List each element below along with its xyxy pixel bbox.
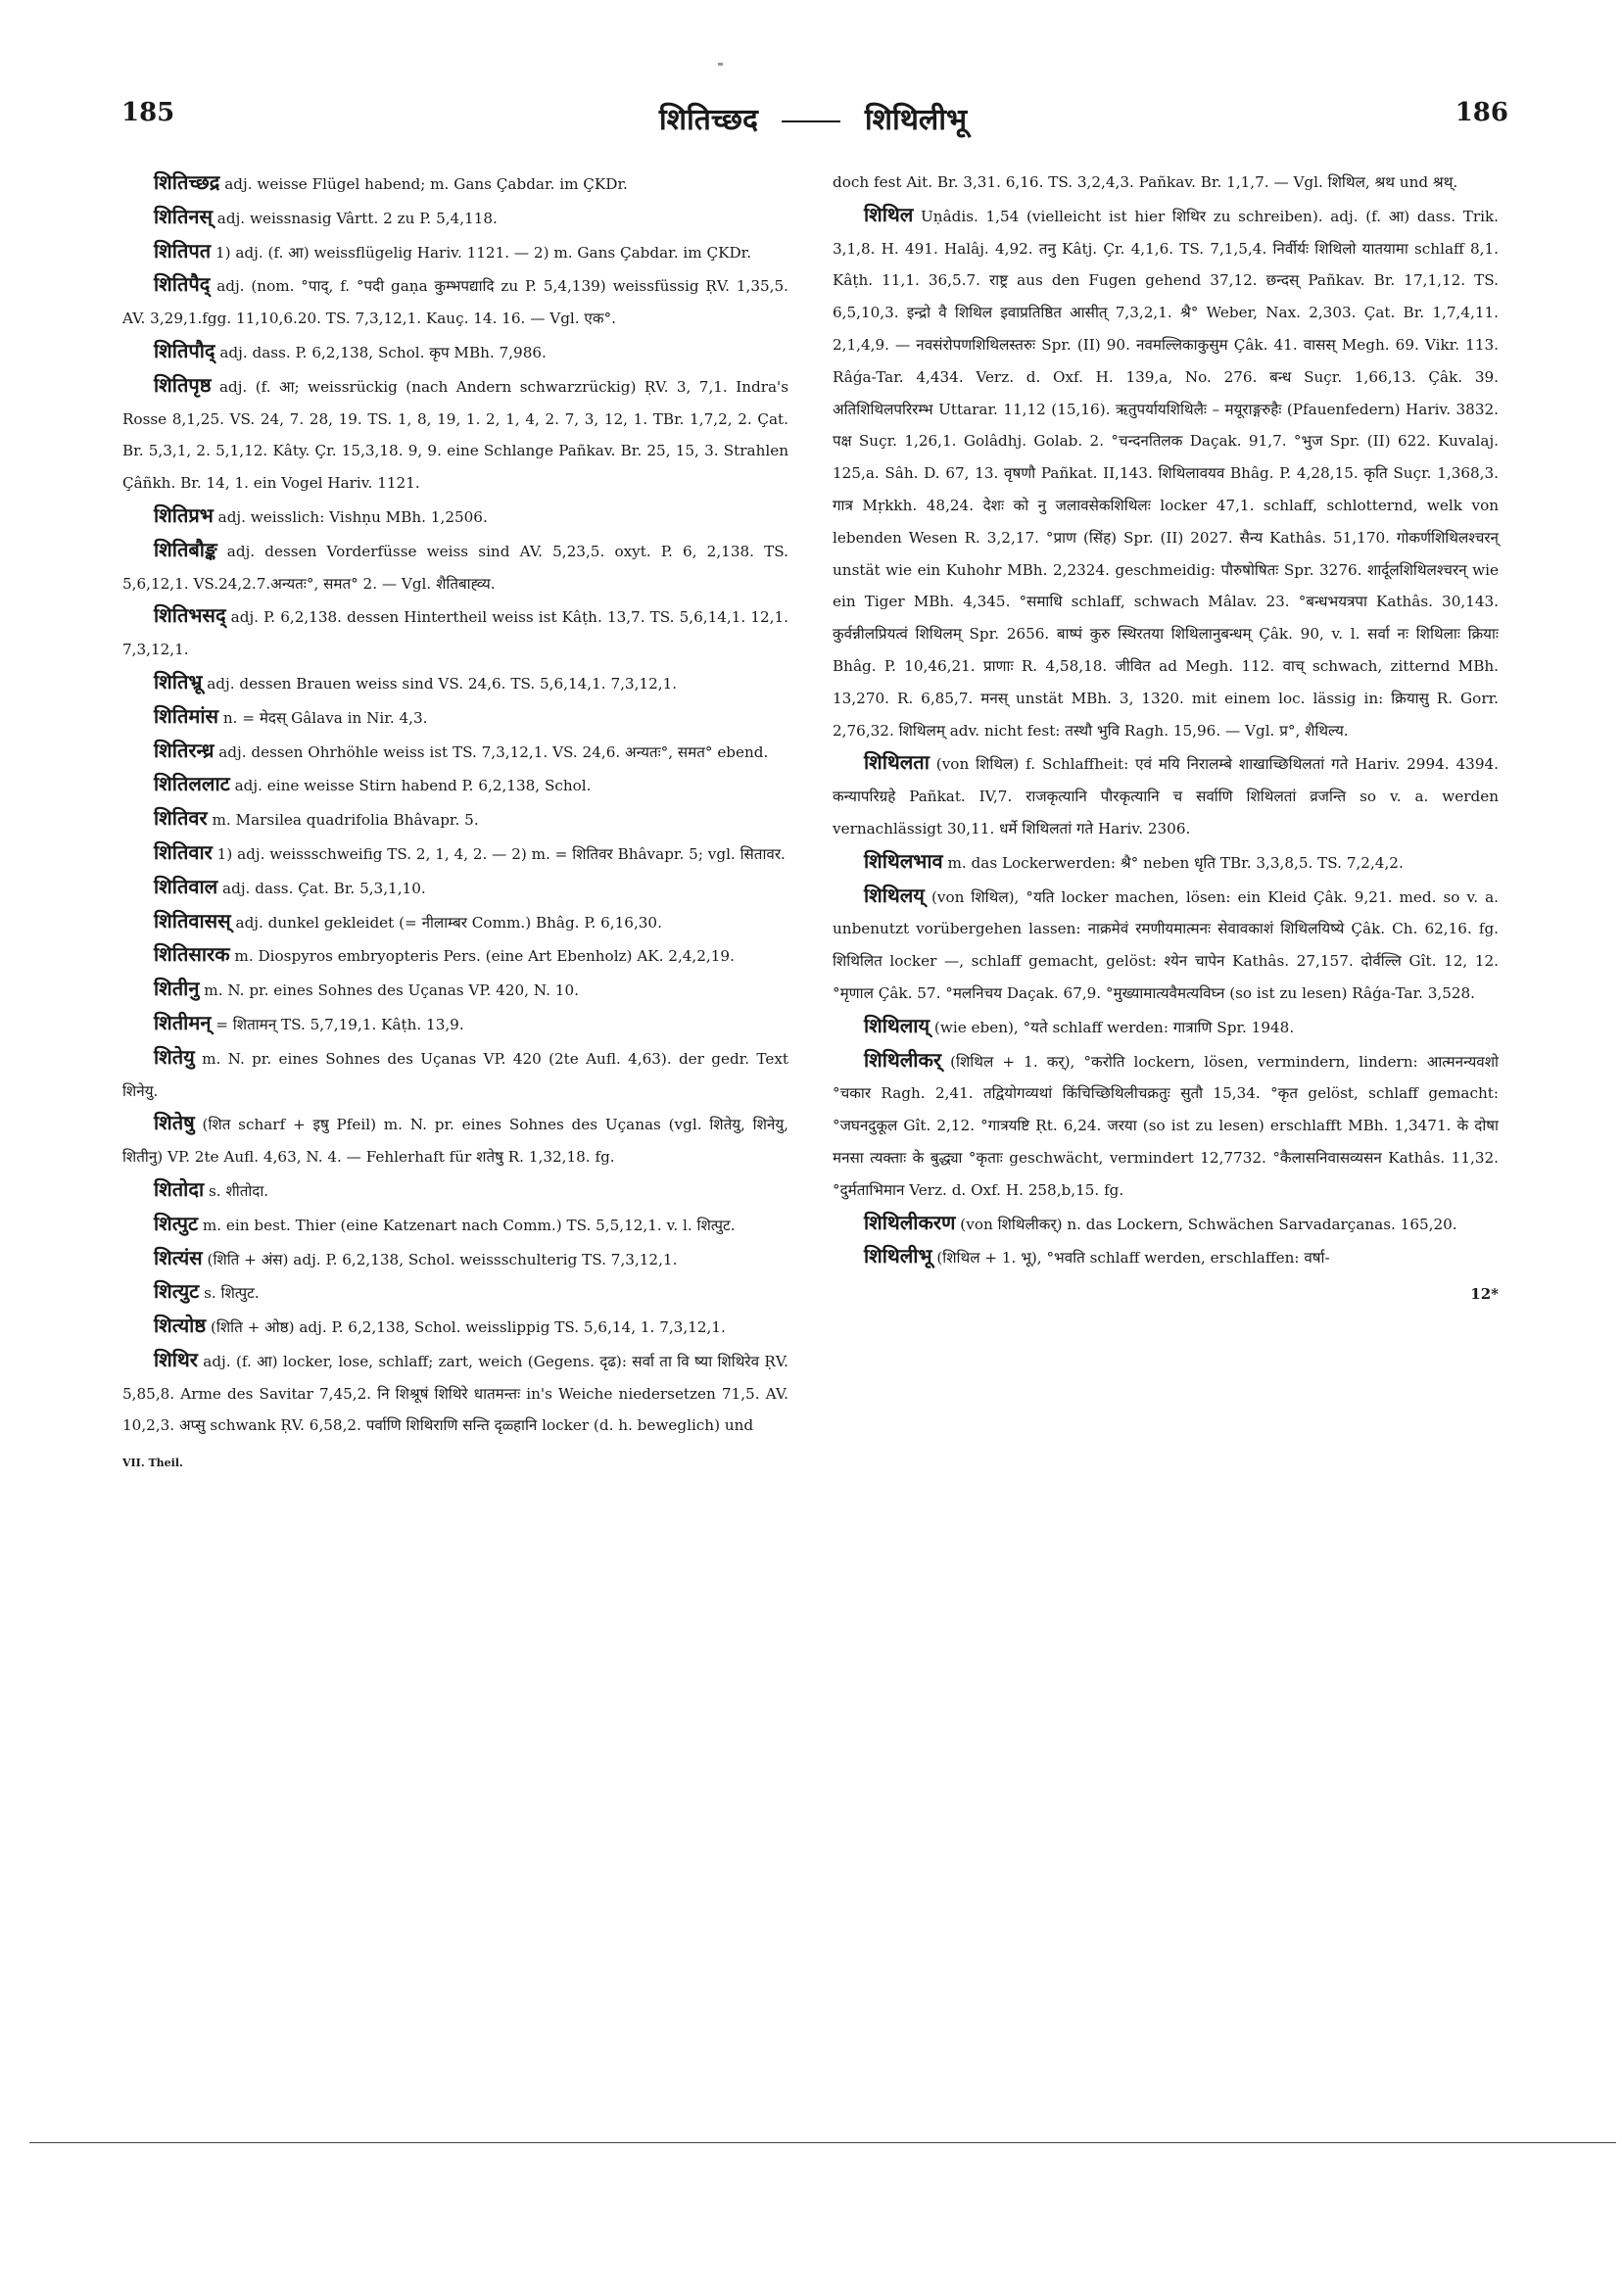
running-head-dash xyxy=(782,120,840,122)
dictionary-entry xyxy=(122,1208,788,1242)
entry-text: adj. weissnasig Vârtt. 2 zu P. 5,4,118. xyxy=(212,209,498,227)
entry-text: (von शिथिल), °यति locker machen, lösen: ein Kleid Çâk. 9,21. med. so v. a. unbenutzt vorübergehen lassen: नाक्रमेवं रमणीयमात्मनः सेवावकाशं शिथिलयिष्ये Çâk. Ch. 62,16. fg. शिथिलित locker —, schlaff gemacht, gelöst: श्येन चापेन Kathâs. 27,157. दोर्वल्लि Gît. 12, 12. °मृणाल Çâk. 57. °मलनिचय Daçak. 67,9. °मुख्यामात्यवैमत्यविघ्न (so ist zu lesen) Râǵa-Tar. 3,528. xyxy=(833,887,1499,1002)
print-speck xyxy=(718,63,723,66)
entry-text: m. N. pr. eines Sohnes des Uçanas VP. 420, N. 10. xyxy=(199,981,579,1000)
dictionary-entry xyxy=(122,1242,788,1276)
entry-headword: शिथिलभाव xyxy=(864,848,943,873)
dictionary-entry xyxy=(122,735,788,769)
dictionary-entry xyxy=(833,746,1499,844)
dictionary-entry xyxy=(122,201,788,235)
entry-headword: शिथिलय् xyxy=(864,883,925,907)
entry-headword: शिथिलता xyxy=(864,750,930,775)
entry-text: adj. dessen Brauen weiss sind VS. 24,6. TS. 5,6,14,1. 7,3,12,1. xyxy=(202,674,678,693)
dictionary-entry xyxy=(122,599,788,666)
entry-headword: शितिसारक xyxy=(154,942,230,967)
entry-text: adj. weisslich: Vishṇu MBh. 1,2506. xyxy=(213,507,488,526)
dictionary-entry xyxy=(122,1275,788,1310)
entry-headword: शितिवाल xyxy=(154,874,218,898)
dictionary-entry xyxy=(122,802,788,837)
entry-headword: शितिभ्रू xyxy=(154,669,203,694)
dictionary-entry xyxy=(833,880,1499,1010)
entry-headword: शितिभसद् xyxy=(154,603,226,628)
entry-headword: शितिवर xyxy=(154,806,208,831)
dictionary-entry xyxy=(122,235,788,269)
entry-text: (शिति + अंस) adj. P. 6,2,138, Schol. weissschulterig TS. 7,3,12,1. xyxy=(202,1250,678,1268)
dictionary-entry xyxy=(122,871,788,905)
entry-headword: शितिपत xyxy=(154,238,212,263)
dictionary-entry xyxy=(122,335,788,369)
entry-text: adj. weisse Flügel habend; m. Gans Çabdar. im ÇKDr. xyxy=(219,175,628,193)
dictionary-entry xyxy=(833,167,1499,199)
dictionary-entry xyxy=(833,199,1499,747)
entry-headword: शितिरन्ध्र xyxy=(154,738,215,762)
entry-headword: शिथिलीकरण xyxy=(864,1210,956,1234)
entry-text: (von शिथिलीकर्) n. das Lockern, Schwächen Sarvadarçanas. 165,20. xyxy=(955,1215,1457,1233)
dictionary-entry xyxy=(122,1344,788,1442)
entry-text: (शित scharf + इषु Pfeil) m. N. pr. eines Sohnes des Uçanas (vgl. शितेयु, शिनेयु, शितीनु) VP. 2te Aufl. 4,63, N. 4. — Fehlerhaft für शतेषु R. 1,32,18. fg. xyxy=(122,1116,788,1167)
entry-headword: शिथिलीभू xyxy=(864,1244,932,1268)
dictionary-entry xyxy=(122,1007,788,1041)
entry-headword: शितीमन् xyxy=(154,1010,212,1034)
dictionary-entry xyxy=(122,700,788,735)
dictionary-entry xyxy=(122,1310,788,1344)
dictionary-entry xyxy=(833,1240,1499,1274)
bottom-rule xyxy=(29,2142,1616,2143)
entry-text: adj. P. 6,2,138. dessen Hintertheil weiss ist Kâṭh. 13,7. TS. 5,6,14,1. 12,1. 7,3,12,1. xyxy=(122,608,788,659)
dictionary-entry xyxy=(122,666,788,700)
entry-headword: शितोदा xyxy=(154,1176,205,1201)
entry-text: n. = मेदस् Gâlava in Nir. 4,3. xyxy=(218,708,428,727)
dictionary-entry xyxy=(122,1173,788,1208)
dictionary-entry xyxy=(122,167,788,201)
dictionary-entry xyxy=(122,973,788,1007)
entry-headword: शितीनु xyxy=(154,977,200,1001)
entry-headword: शितिच्छद्र xyxy=(154,170,220,194)
entry-headword: शित्युट xyxy=(154,1279,200,1304)
entry-text: (von शिथिल) f. Schlaffheit: एवं मयि निरालम्बे शाखाच्छिथिलतां गते Hariv. 2994. 4394. कन्यापरिग्रहे Pañkat. IV,7. राजकृत्यानि पौरकृत्यानि च सर्वाणि शिथिलतां व्रजन्ति so v. a. werden vernachlässigt 30,11. धर्मे शिथिलतां गते Hariv. 2306. xyxy=(833,755,1499,837)
left-column xyxy=(122,167,788,1480)
dictionary-entry xyxy=(122,938,788,973)
dictionary-entry xyxy=(833,1044,1499,1207)
entry-headword: शितिप्रभ xyxy=(154,502,214,527)
entry-text: m. das Lockerwerden: श्रै° neben धृति TBr. 3,3,8,5. TS. 7,2,4,2. xyxy=(942,853,1404,872)
entry-text: adj. dessen Ohrhöhle weiss ist TS. 7,3,12,1. VS. 24,6. अन्यतः°, समत° ebend. xyxy=(214,742,769,761)
entry-text: adj. (f. आ; weissrückig (nach Andern schwarzrückig) ṚV. 3, 7,1. Indra's Rosse 8,1,25. VS. 24, 7. 28, 19. TS. 1, 8, 19, 1. 2, 1, 4, 2. 7, 3, 12, 1. TBr. 1,7,2, 2. Çat. Br. 5,3,1, 2. 5,1,12. Kâty. Çr. 15,3,18. 9, 9. eine Schlange Pañkav. Br. 25, 15, 3. Strahlen Çâñkh. Br. 14, 1. ein Vogel Hariv. 1121. xyxy=(122,377,788,493)
right-column xyxy=(833,167,1499,1311)
dictionary-entry xyxy=(122,768,788,802)
entry-headword: शित्पुट xyxy=(154,1211,199,1235)
entry-headword: शित्यंस xyxy=(154,1245,203,1269)
entry-text: (wie eben), °यते schlaff werden: गात्राणि Spr. 1948. xyxy=(930,1018,1295,1036)
dictionary-entry xyxy=(122,905,788,939)
entry-text: s. शीतोदा. xyxy=(204,1181,269,1200)
entry-headword: शितिवार xyxy=(154,839,213,864)
entry-text: = शितामन् TS. 5,7,19,1. Kâṭh. 13,9. xyxy=(211,1015,464,1033)
entry-headword: शिथिर xyxy=(154,1347,198,1371)
entry-text: 1) adj. (f. आ) weissflügelig Hariv. 1121. — 2) m. Gans Çabdar. im ÇKDr. xyxy=(211,243,752,262)
dictionary-entry xyxy=(833,1010,1499,1044)
dictionary-entry xyxy=(122,534,788,600)
entry-headword: शितेयु xyxy=(154,1044,195,1069)
entry-headword: शिथिलाय् xyxy=(864,1013,930,1037)
entry-headword: शितेषु xyxy=(154,1111,195,1135)
signature-mark: 12* xyxy=(1470,1285,1499,1304)
entry-headword: शितिनस् xyxy=(154,204,213,228)
dictionary-entry xyxy=(122,1041,788,1108)
page-number-left: 185 xyxy=(121,98,175,127)
entry-text: s. शित्पुट. xyxy=(199,1284,260,1303)
entry-headword: शितिपृष्ठ xyxy=(154,372,212,397)
entry-text: m. ein best. Thier (eine Katzenart nach Comm.) TS. 5,5,12,1. v. l. शित्पुट. xyxy=(198,1216,736,1234)
entry-text: (शिथिल + 1. भू), °भवति schlaff werden, erschlaffen: वर्षा- xyxy=(931,1249,1330,1268)
running-head-left: शितिच्छद xyxy=(658,103,758,137)
entry-headword: शिथिल xyxy=(864,202,914,226)
entry-headword: शितिपैद् xyxy=(154,272,211,297)
entry-text: Uṇâdis. 1,54 (vielleicht ist hier शिथिर zu schreiben). adj. (f. आ) dass. Trik. 3,1,8. H. 491. Halâj. 4,92. तनु Kâtj. Çr. 4,1,6. TS. 7,1,5,4. निर्वीर्यः शिथिलो यातयामा schlaff 8,1. Kâṭh. 11,1. 36,5.7. राष्ट्र aus den Fugen gehend 37,12. छन्दस् Pañkav. Br. 17,1,12. TS. 6,5,10,3. इन्द्रो वै शिथिल इवाप्रतिष्ठित आसीत् 7,3,2,1. श्रै° Weber, Nax. 2,303. Çat. Br. 1,7,4,11. 2,1,4,9. — नवसंरोपणशिथिलस्तरुः Spr. (II) 90. नवमल्लिकाकुसुम Çâk. 41. वासस् Megh. 69. Vikr. 113. Râǵa-Tar. 4,434. Verz. d. Oxf. H. 139,a, No. 276. बन्ध Suçr. 1,66,13. Çâk. 39. अतिशिथिलपरिरम्भ Uttarar. 11,12 (15,16). ऋतुपर्यायशिथिलैः – मयूराङ्गरुहैः (Pfauenfedern) Hariv. 3832. पक्ष Suçr. 1,26,1. Golâdhj. Golab. 2. °चन्दनतिलक Daçak. 91,7. °भुज Spr. (II) 622. Kuvalaj. 125,a. Sâh. D. 67, 13. वृषणौ Pañkat. II,143. शिथिलावयव Bhâg. P. 4,28,15. कृति Suçr. 1,368,3. गात्र Mṛkkh. 48,24. देशः को नु जलावसेकशिथिलः locker 47,1. schlaff, schlotternd, welk von lebenden Wesen R. 3,2,17. °प्राण (सिंह) Spr. (II) 2027. सैन्य Kathâs. 51,170. गोकर्णशिथिलश्चरन् unstät wie ein Kuhohr MBh. 2,2324. geschmeidig: पौरुषोषितः Spr. 3276. शार्दूलशिथिलश्चरन् wie ein Tiger MBh. 4,345. °समाधि schlaff, schwach Mâlav. 23. °बन्धभयत्रपा Kathâs. 30,143. कुर्वन्नीलप्रियत्वं शिथिलम् Spr. 2656. बाष्पं कुरु स्थिरतया शिथिलानुबन्धम् Çâk. 90, v. l. सर्वा नः शिथिलाः क्रियाः Bhâg. P. 10,46,21. प्राणाः R. 4,58,18. जीवित ad Megh. 112. वाच् schwach, zitternd MBh. 13,270. R. 6,85,7. मनस् unstät MBh. 3, 1320. mit einem loc. lässig in: क्रियासु R. Gorr. 2,76,32. शिथिलम् adv. nicht fest: तस्थौ भुवि Ragh. 15,96. — Vgl. प्र°, शैथिल्य. xyxy=(833,207,1499,740)
entry-headword: शितिबौङ्क xyxy=(154,537,217,561)
dictionary-entry xyxy=(122,369,788,500)
entry-text: (शिति + ओष्ठ) adj. P. 6,2,138, Schol. weisslippig TS. 5,6,14, 1. 7,3,12,1. xyxy=(206,1318,726,1337)
entry-text: m. N. pr. eines Sohnes des Uçanas VP. 420 (2te Aufl. 4,63). der gedr. Text शिनेयु. xyxy=(122,1049,788,1100)
running-head-right: शिथिलीभू xyxy=(864,103,968,137)
dictionary-entry xyxy=(122,1107,788,1173)
entry-headword: शितिमांस xyxy=(154,703,219,728)
entry-text: adj. (nom. °पाद्, f. °पदी gaṇa कुम्भपद्यादि zu P. 5,4,139) weissfüssig ṚV. 1,35,5. AV. 3,29,1.fgg. 11,10,6.20. TS. 7,3,12,1. Kauç. 14. 16. — Vgl. एक°. xyxy=(122,277,788,328)
entry-text: adj. dessen Vorderfüsse weiss sind AV. 5,23,5. oxyt. P. 6, 2,138. TS. 5,6,12,1. VS.24,2.7.अन्यतः°, समत° 2. — Vgl. शैतिबाह्व्य. xyxy=(122,542,788,593)
dictionary-entry xyxy=(122,500,788,534)
entry-text: adj. dass. P. 6,2,138, Schol. कृप MBh. 7,986. xyxy=(215,343,547,361)
entry-text: adj. (f. आ) locker, lose, schlaff; zart, weich (Gegens. दृढ): सर्वा ता वि ष्या शिथिरेव ṚV. 5,85,8. Arme des Savitar 7,45,2. नि शिश्रूषं शिथिरे धातमन्तः in's Weiche niedersetzen 71,5. AV. 10,2,3. अप्सु schwank ṚV. 6,58,2. पर्वाणि शिथिराणि सन्ति दृळ्हानि locker (d. h. beweglich) und xyxy=(122,1352,788,1435)
signature-mark: VII. Theil. xyxy=(122,1457,183,1470)
entry-headword: शितिललाट xyxy=(154,772,230,796)
entry-text: adj. dunkel gekleidet (= नीलाम्बर Comm.) Bhâg. P. 6,16,30. xyxy=(230,913,662,932)
entry-headword: शितिपौद् xyxy=(154,338,215,362)
page-header xyxy=(118,98,1508,147)
entry-text: (शिथिल + 1. कर्), °करोति lockern, lösen, vermindern, lindern: आत्मनन्यवशो °चकार Ragh. 2,41. तद्वियोगव्यथां किंचिच्छिथिलीचक्रतुः सुतौ 15,34. °कृत gelöst, schlaff gemacht: °जघनदुकूल Gît. 2,12. °गात्रयष्टि Ṛt. 6,24. जरया (so ist zu lesen) erschlafft MBh. 1,3471. के दोषा मनसा त्यक्ताः के बुद्ध्या °कृताः geschwächt, vermindert 12,7732. °कैलासनिवासव्यसन Kathâs. 11,32. °दुर्मताभिमान Verz. d. Oxf. H. 258,b,15. fg. xyxy=(833,1052,1499,1199)
entry-text: adj. eine weisse Stirn habend P. 6,2,138, Schol. xyxy=(229,777,592,795)
dictionary-entry xyxy=(122,837,788,871)
running-head xyxy=(118,98,1508,138)
entry-headword: शितिवासस् xyxy=(154,908,231,933)
entry-text: m. Marsilea quadrifolia Bhâvapr. 5. xyxy=(207,811,479,830)
entry-text: adj. dass. Çat. Br. 5,3,1,10. xyxy=(217,879,426,897)
dictionary-entry xyxy=(833,1207,1499,1241)
entry-text: doch fest Ait. Br. 3,31. 6,16. TS. 3,2,4,3. Pañkav. Br. 1,1,7. — Vgl. शिथिल, श्रथ und श्रथ्. xyxy=(833,173,1458,191)
dictionary-entry xyxy=(833,845,1499,880)
dictionary-entry xyxy=(122,268,788,335)
page-number-right: 186 xyxy=(1455,98,1508,127)
entry-text: m. Diospyros embryopteris Pers. (eine Art Ebenholz) AK. 2,4,2,19. xyxy=(229,947,735,966)
entry-headword: शित्योष्ठ xyxy=(154,1314,207,1338)
entry-text: 1) adj. weissschweifig TS. 2, 1, 4, 2. — 2) m. = शितिवर Bhâvapr. 5; vgl. सितावर. xyxy=(212,844,786,863)
entry-headword: शिथिलीकर् xyxy=(864,1047,942,1072)
